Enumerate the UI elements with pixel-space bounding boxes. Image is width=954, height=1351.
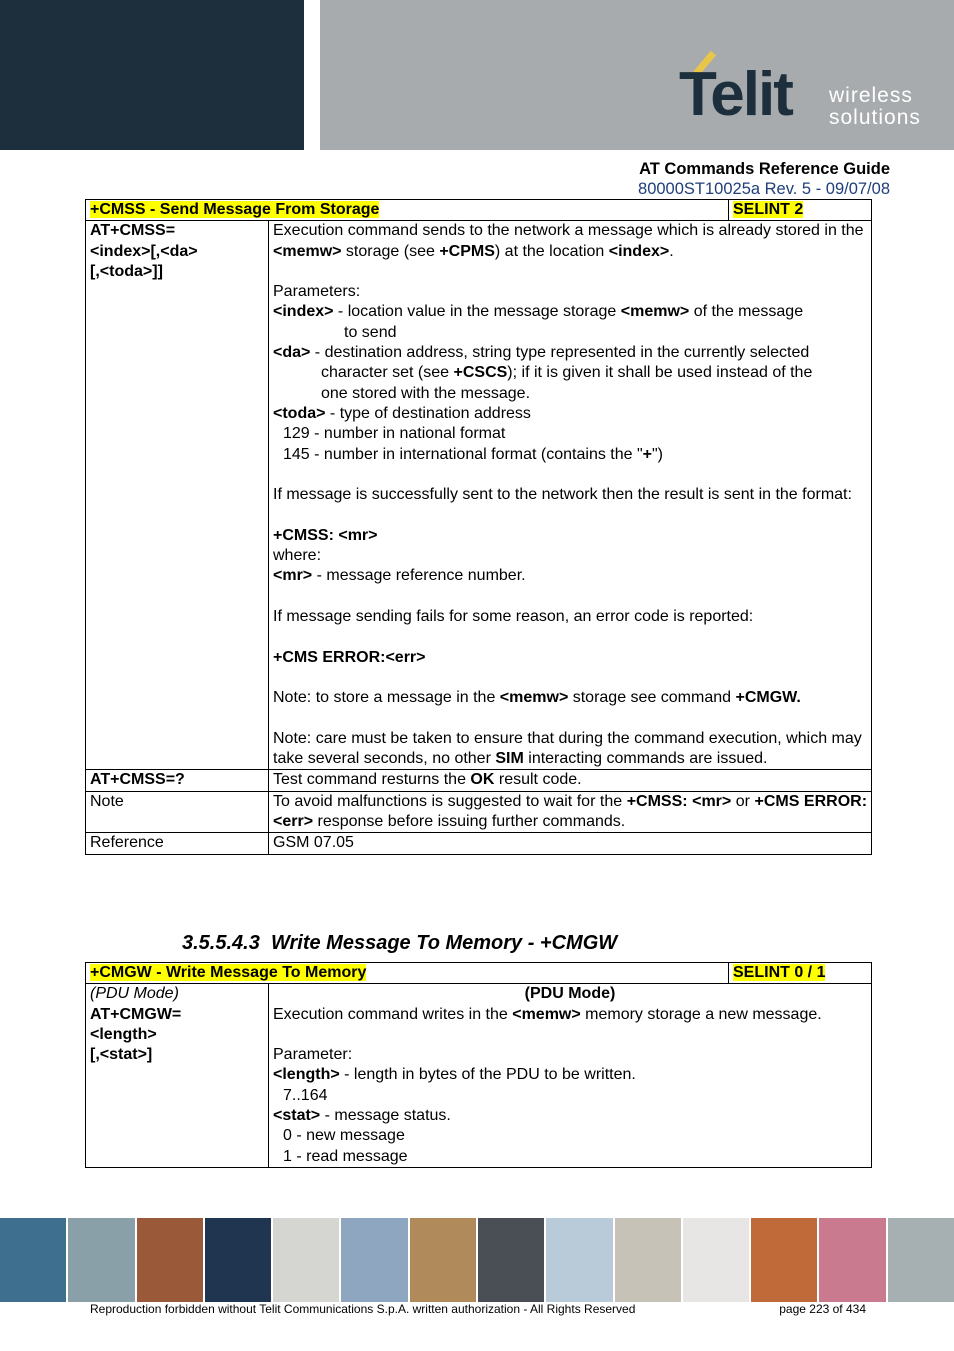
cmss-test-desc: Test command resturns the OK result code. xyxy=(269,770,872,791)
cmss-reference-row xyxy=(86,833,872,854)
cmss-selint: SELINT 2 xyxy=(733,201,804,218)
cmss-note-row xyxy=(86,791,872,833)
photo-tile xyxy=(478,1218,544,1302)
cmss-command-table xyxy=(85,199,872,855)
photo-tile xyxy=(751,1218,817,1302)
param-toda: <toda> - type of destination address xyxy=(273,404,531,422)
section-heading: 3.5.5.4.3 Write Message To Memory - +CMGW xyxy=(182,932,618,954)
cmgw-title: +CMGW - Write Message To Memory xyxy=(90,964,367,981)
param-length: <length> - length in bytes of the PDU to be written. xyxy=(273,1066,636,1084)
result-intro: If message is successfully sent to the network then the result is sent in the format: xyxy=(273,486,852,504)
param-mr: <mr> - message reference number. xyxy=(273,567,526,585)
document-id: 80000ST10025a Rev. 5 - 09/07/08 xyxy=(638,180,890,198)
fail-text: If message sending fails for some reason, an error code is reported: xyxy=(273,607,754,625)
cmgw-description: (PDU Mode) Execution command writes in the <memw> memory storage a new message. Parameter: <length> - length in bytes of the PDU to be written. 7..164 <stat> - message status. 0 - new message 1 - read message xyxy=(269,984,872,1168)
note-sim: Note: care must be taken to ensure that during the command execution, which may take several seconds, no other SIM interacting commands are issued. xyxy=(273,729,862,768)
cmss-params-heading: Parameters: xyxy=(273,283,361,301)
cmss-reference-label: Reference xyxy=(86,833,269,854)
cmss-test-row xyxy=(86,770,872,791)
photo-tile xyxy=(137,1218,203,1302)
cmss-title: +CMSS - Send Message From Storage xyxy=(90,201,380,218)
cmgw-command-table xyxy=(85,962,872,1168)
photo-tile xyxy=(546,1218,612,1302)
param-da: <da> - destination address, string type represented in the currently selected xyxy=(273,344,810,362)
cmss-exec-row xyxy=(86,221,872,770)
page-number: page 223 of 434 xyxy=(779,1302,866,1316)
document-title-block xyxy=(638,159,890,199)
cms-error-format: +CMS ERROR:<err> xyxy=(273,648,426,666)
telit-logo: Telit xyxy=(679,60,792,129)
photo-tile xyxy=(819,1218,885,1302)
copyright-text: Reproduction forbidden without Telit Communications S.p.A. written authorization - All Rights Reserved xyxy=(90,1302,636,1316)
cmss-test-syntax: AT+CMSS=? xyxy=(86,770,269,791)
page-footer xyxy=(90,1302,866,1316)
cmgw-selint: SELINT 0 / 1 xyxy=(733,964,826,981)
param-stat: <stat> - message status. xyxy=(273,1107,451,1125)
photo-tile xyxy=(341,1218,407,1302)
cmss-desc-text: Execution command sends to the network a message which is already stored in the <memw> storage (see +CPMS) at the location <index>. xyxy=(273,222,864,260)
cmgw-syntax: (PDU Mode) AT+CMGW= <length> [,<stat>] xyxy=(86,984,269,1168)
footer-photo-strip xyxy=(0,1218,954,1302)
photo-tile xyxy=(0,1218,66,1302)
cmss-header-row xyxy=(86,200,872,221)
photo-tile xyxy=(68,1218,134,1302)
photo-tile xyxy=(205,1218,271,1302)
cmss-reference-value: GSM 07.05 xyxy=(269,833,872,854)
document-title: AT Commands Reference Guide xyxy=(639,160,890,178)
cmss-syntax: AT+CMSS= <index>[,<da> [,<toda>]] xyxy=(86,221,269,770)
header-dark-panel xyxy=(0,0,304,150)
cmgw-exec-row xyxy=(86,984,872,1168)
photo-tile xyxy=(888,1218,954,1302)
logo-tagline: wireless solutions xyxy=(829,84,921,129)
pdu-mode-heading: (PDU Mode) xyxy=(524,985,616,1003)
param-index: <index> - location value in the message storage <memw> of the message xyxy=(273,303,804,321)
photo-tile xyxy=(410,1218,476,1302)
cmgw-desc-text: Execution command writes in the <memw> memory storage a new message. xyxy=(273,1005,822,1023)
cmgw-header-row xyxy=(86,963,872,984)
cmss-note-text: To avoid malfunctions is suggested to wait for the +CMSS: <mr> or +CMS ERROR: <err> response before issuing further commands. xyxy=(269,791,872,833)
note-storage: Note: to store a message in the <memw> storage see command +CMGW. xyxy=(273,689,801,707)
photo-tile xyxy=(273,1218,339,1302)
photo-tile xyxy=(683,1218,749,1302)
cmss-note-label: Note xyxy=(86,791,269,833)
photo-tile xyxy=(615,1218,681,1302)
cmss-description: Execution command sends to the network a message which is already stored in the <memw> storage (see +CPMS) at the location <index>. Parameters: <index> - location value in the message storage <memw> of the message to send <da> - destination address, string type represented in the currently selected character set (see +CSCS); if it is given it shall be used instead of the one stored with the message. <toda> - type of destination address 129 - number in national format 145 - number in international format (contains the "+") If message is successfully sent to the network then the result is sent in the format: +CMSS: <mr> where: <mr> - message reference number. If message sending fails for some reason, an error code is reported: +CMS ERROR:<err> Note: to store a message in the <memw> storage see command +CMGW. Note: care must be taken to ensure that during the command execution, which may take several seconds, no other SIM interacting commands are issued. xyxy=(269,221,872,770)
result-format: +CMSS: <mr> xyxy=(273,526,378,544)
